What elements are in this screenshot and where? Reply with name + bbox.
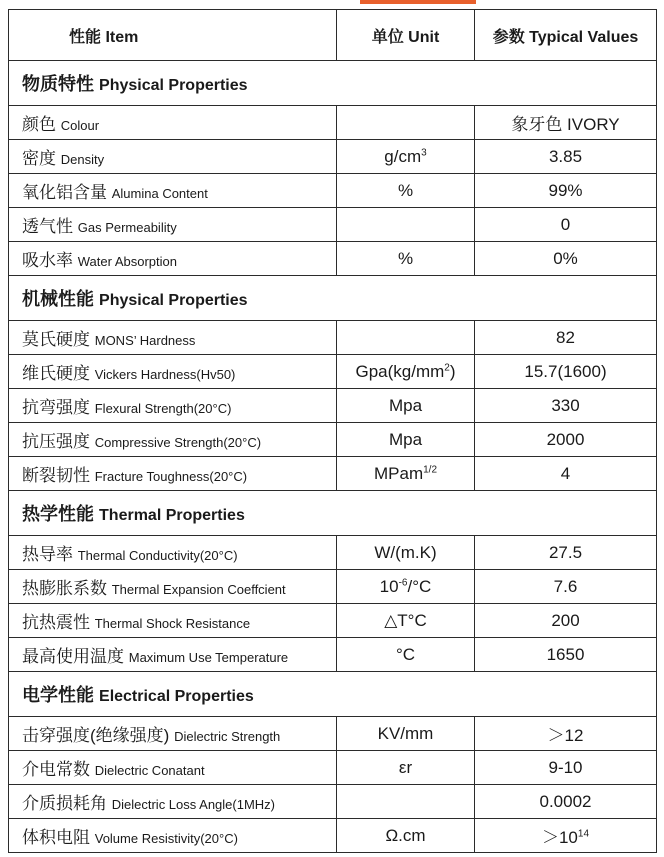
property-value	[475, 321, 657, 355]
table-row	[9, 785, 657, 819]
unit-suffix: /°C	[407, 576, 432, 596]
table-row	[9, 819, 657, 853]
value-text: 4	[560, 463, 571, 483]
property-unit	[337, 570, 475, 604]
value-text: 7.6	[553, 576, 578, 596]
property-value	[475, 638, 657, 672]
section-title-zh: 电学性能	[22, 685, 94, 705]
table-row	[9, 457, 657, 491]
property-name-en: Thermal Shock Resistance	[94, 616, 251, 631]
table-row	[9, 751, 657, 785]
section-row	[9, 672, 657, 717]
property-name-zh: 击穿强度(绝缘强度)	[22, 726, 170, 745]
section-row	[9, 276, 657, 321]
table-header-row	[9, 10, 657, 61]
property-name-zh: 透气性	[22, 217, 73, 236]
property-name-en: Thermal Conductivity(20°C)	[77, 548, 238, 563]
property-unit	[337, 717, 475, 751]
table-row	[9, 423, 657, 457]
property-name-zh: 吸水率	[22, 251, 73, 270]
property-value	[475, 751, 657, 785]
property-name-zh: 抗弯强度	[22, 398, 90, 417]
property-name-en: Alumina Content	[111, 186, 208, 201]
property-value	[475, 423, 657, 457]
table-row	[9, 106, 657, 140]
header-item: 性能 Item	[9, 10, 337, 61]
property-unit	[337, 389, 475, 423]
table-row	[9, 242, 657, 276]
property-name	[9, 457, 337, 491]
table-row	[9, 638, 657, 672]
section-row	[9, 61, 657, 106]
value-text: 15.7(1600)	[524, 361, 607, 381]
property-name	[9, 751, 337, 785]
property-value	[475, 242, 657, 276]
unit-text: Mpa	[388, 395, 423, 415]
property-value	[475, 389, 657, 423]
section-row	[9, 491, 657, 536]
unit-text: g/cm	[384, 146, 422, 166]
property-value	[475, 208, 657, 242]
property-name-zh: 热导率	[22, 545, 73, 564]
property-name-en: Density	[60, 152, 105, 167]
property-name	[9, 570, 337, 604]
unit-text: Ω.cm	[385, 825, 426, 845]
property-name-en: Dielectric Conatant	[94, 763, 205, 778]
table-row	[9, 321, 657, 355]
property-name-zh: 介电常数	[22, 760, 90, 779]
property-name-en: Maximum Use Temperature	[128, 650, 289, 665]
property-name-en: Vickers Hardness(Hv50)	[94, 367, 236, 382]
property-name-en: Colour	[60, 118, 100, 133]
property-value	[475, 604, 657, 638]
property-name	[9, 321, 337, 355]
property-value	[475, 570, 657, 604]
property-value	[475, 785, 657, 819]
table-row	[9, 604, 657, 638]
section-title-en: Physical Properties	[99, 292, 248, 309]
property-name-zh: 介质损耗角	[22, 794, 107, 813]
value-text: 2000	[546, 429, 585, 449]
table-row	[9, 174, 657, 208]
property-value	[475, 106, 657, 140]
property-name-zh: 热膨胀系数	[22, 579, 107, 598]
section-title-en: Physical Properties	[99, 77, 248, 94]
unit-text: °C	[395, 644, 416, 664]
unit-superscript: -6	[398, 576, 408, 588]
property-unit	[337, 819, 475, 853]
table-row	[9, 208, 657, 242]
property-name-en: Water Absorption	[77, 254, 177, 269]
value-text: 330	[551, 395, 580, 415]
value-text: 82	[556, 327, 575, 347]
property-value	[475, 536, 657, 570]
section-title	[9, 61, 657, 106]
property-name	[9, 208, 337, 242]
section-title	[9, 491, 657, 536]
property-name-en: Dielectric Loss Angle(1MHz)	[111, 797, 276, 812]
value-text: 0	[560, 214, 571, 234]
unit-text: MPam	[373, 463, 424, 483]
property-value	[475, 717, 657, 751]
value-text: 99%	[548, 180, 583, 200]
section-title-zh: 机械性能	[22, 289, 94, 309]
value-text: ＞10	[541, 828, 578, 847]
property-name-en: Volume Resistivity(20°C)	[94, 831, 238, 846]
header-values: 参数 Typical Values	[475, 10, 657, 61]
property-name-zh: 最高使用温度	[22, 647, 124, 666]
property-name	[9, 785, 337, 819]
property-name-zh: 莫氏硬度	[22, 330, 90, 349]
table-row	[9, 570, 657, 604]
unit-text: Gpa(kg/mm	[355, 361, 445, 381]
property-name	[9, 423, 337, 457]
table-row	[9, 355, 657, 389]
property-unit	[337, 604, 475, 638]
value-text: ＞12	[547, 726, 584, 745]
section-title	[9, 672, 657, 717]
section-title	[9, 276, 657, 321]
unit-text: εr	[398, 757, 413, 777]
table-row	[9, 717, 657, 751]
section-title-zh: 热学性能	[22, 504, 94, 524]
top-accent-bar	[360, 0, 476, 4]
unit-superscript: 2	[444, 361, 450, 373]
section-title-en: Electrical Properties	[99, 688, 254, 705]
property-name-zh: 抗压强度	[22, 432, 90, 451]
unit-superscript: 1/2	[423, 463, 438, 475]
property-name	[9, 106, 337, 140]
property-unit	[337, 321, 475, 355]
property-name-zh: 断裂韧性	[22, 466, 90, 485]
value-text: 0%	[553, 248, 578, 268]
property-name-en: Thermal Expansion Coeffcient	[111, 582, 286, 597]
property-value	[475, 355, 657, 389]
property-unit	[337, 423, 475, 457]
value-text: 0.0002	[539, 791, 592, 811]
property-unit	[337, 140, 475, 174]
unit-text: △T°C	[384, 610, 427, 630]
property-name-zh: 颜色	[22, 115, 56, 134]
property-unit	[337, 355, 475, 389]
property-name-zh: 抗热震性	[22, 613, 90, 632]
section-title-en: Thermal Properties	[99, 507, 245, 524]
properties-table	[8, 9, 657, 853]
property-name-en: Dielectric Strength	[174, 729, 281, 744]
value-text: 象牙色 IVORY	[511, 115, 620, 134]
property-unit	[337, 785, 475, 819]
property-name-en: MONS’ Hardness	[94, 333, 196, 348]
property-value	[475, 174, 657, 208]
property-value	[475, 457, 657, 491]
property-name-en: Fracture Toughness(20°C)	[94, 469, 248, 484]
value-text: 3.85	[548, 146, 583, 166]
property-name	[9, 242, 337, 276]
property-name	[9, 355, 337, 389]
section-title-zh: 物质特性	[22, 74, 94, 94]
property-unit	[337, 174, 475, 208]
value-text: 1650	[546, 644, 585, 664]
unit-text: 10	[379, 576, 399, 596]
header-unit: 单位 Unit	[337, 10, 475, 61]
unit-superscript: 3	[421, 146, 427, 158]
property-unit	[337, 208, 475, 242]
value-text: 200	[551, 610, 580, 630]
property-name-zh: 维氏硬度	[22, 364, 90, 383]
property-name	[9, 819, 337, 853]
property-name	[9, 536, 337, 570]
unit-text: KV/mm	[377, 723, 434, 743]
property-unit	[337, 638, 475, 672]
table-row	[9, 389, 657, 423]
value-superscript: 14	[577, 828, 590, 840]
property-name-en: Flexural Strength(20°C)	[94, 401, 232, 416]
property-name-en: Gas Permeability	[77, 220, 177, 235]
unit-suffix: )	[449, 361, 456, 381]
property-name	[9, 140, 337, 174]
property-unit	[337, 536, 475, 570]
property-name-zh: 氧化铝含量	[22, 183, 107, 202]
unit-text: %	[397, 180, 414, 200]
property-name	[9, 604, 337, 638]
property-name	[9, 717, 337, 751]
property-name	[9, 174, 337, 208]
table-row	[9, 140, 657, 174]
property-name	[9, 389, 337, 423]
unit-text: %	[397, 248, 414, 268]
property-unit	[337, 242, 475, 276]
property-name-en: Compressive Strength(20°C)	[94, 435, 262, 450]
property-value	[475, 819, 657, 853]
table-row	[9, 536, 657, 570]
property-name	[9, 638, 337, 672]
property-name-zh: 体积电阻	[22, 828, 90, 847]
unit-text: Mpa	[388, 429, 423, 449]
property-unit	[337, 106, 475, 140]
value-text: 9-10	[548, 757, 583, 777]
property-name-zh: 密度	[22, 149, 56, 168]
property-unit	[337, 457, 475, 491]
property-value	[475, 140, 657, 174]
property-unit	[337, 751, 475, 785]
unit-text: W/(m.K)	[374, 542, 437, 562]
value-text: 27.5	[548, 542, 583, 562]
